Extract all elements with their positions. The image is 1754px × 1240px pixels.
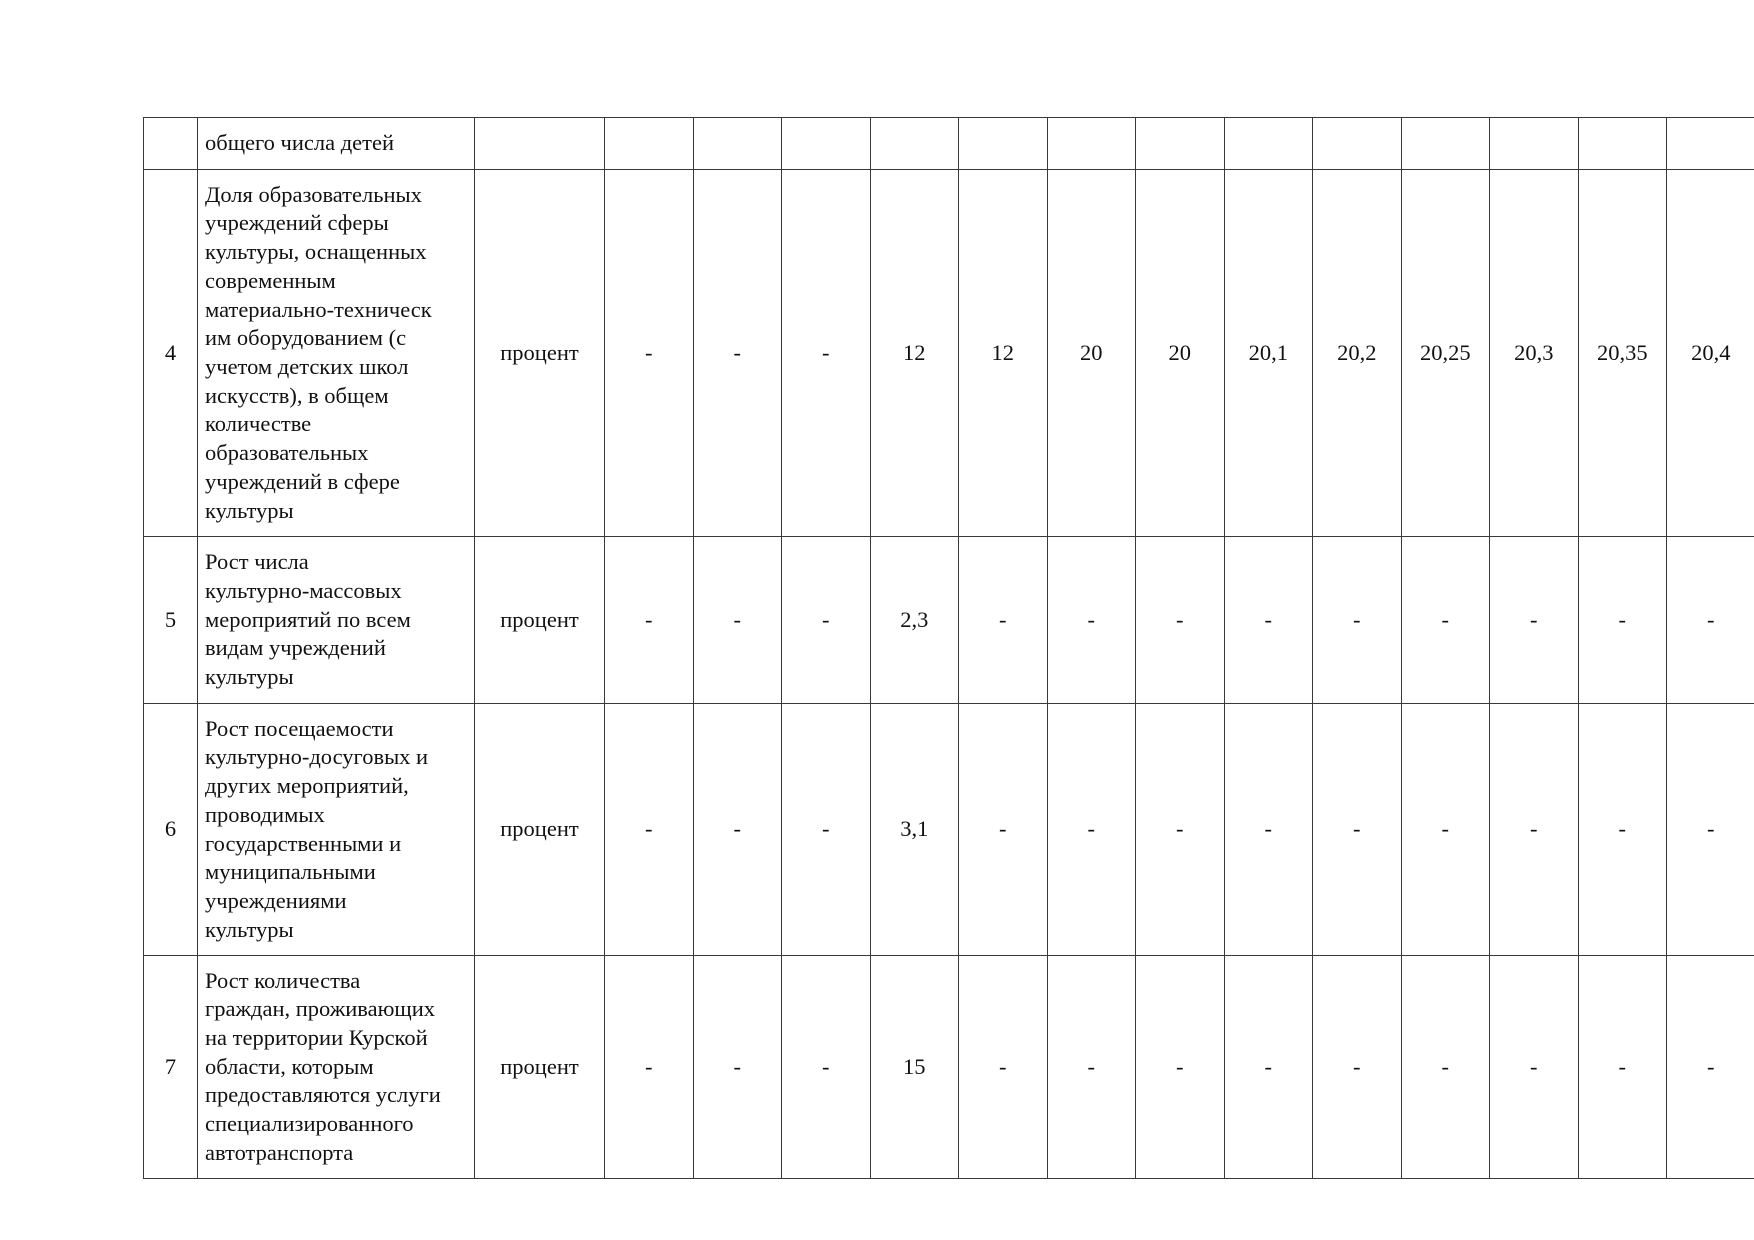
value-cell: -	[1047, 956, 1136, 1179]
unit-cell: процент	[475, 537, 605, 704]
value-cell	[1578, 118, 1667, 170]
description-line: проводимых	[205, 801, 325, 827]
value-cell	[959, 118, 1048, 170]
description-line: количестве	[205, 411, 312, 437]
value-cell: -	[605, 956, 694, 1179]
row-number-cell: 5	[144, 537, 198, 704]
description-line: видам учреждений	[205, 635, 386, 661]
unit-cell: процент	[475, 170, 605, 537]
value-cell	[1401, 118, 1490, 170]
description-line: образовательных	[205, 440, 369, 466]
value-cell: -	[1313, 704, 1402, 956]
value-cell: -	[1047, 704, 1136, 956]
value-cell: -	[693, 170, 782, 537]
description-line: автотранспорта	[205, 1139, 354, 1165]
value-cell: -	[782, 704, 871, 956]
value-cell: 12	[959, 170, 1048, 537]
value-cell	[1136, 118, 1225, 170]
value-cell: -	[1224, 704, 1313, 956]
value-cell: -	[1667, 956, 1754, 1179]
indicator-description-cell	[198, 704, 475, 956]
value-cell: 20	[1136, 170, 1225, 537]
description-line: учреждений сферы	[205, 210, 389, 236]
table-row-continuation	[144, 118, 1754, 170]
value-cell	[1313, 118, 1402, 170]
value-cell	[1047, 118, 1136, 170]
value-cell: -	[1313, 956, 1402, 1179]
value-cell: 20,1	[1224, 170, 1313, 537]
value-cell: -	[1578, 704, 1667, 956]
table-row	[144, 704, 1754, 956]
value-cell: 12	[870, 170, 959, 537]
description-line: Рост количества	[205, 967, 361, 993]
value-cell: -	[1578, 956, 1667, 1179]
value-cell: -	[1313, 537, 1402, 704]
value-cell: -	[693, 704, 782, 956]
value-cell: 20,3	[1490, 170, 1579, 537]
indicator-description-cell	[198, 537, 475, 704]
value-cell: -	[782, 537, 871, 704]
value-cell: -	[1490, 537, 1579, 704]
value-cell: -	[959, 537, 1048, 704]
value-cell: 20,4	[1667, 170, 1754, 537]
value-cell	[1667, 118, 1754, 170]
description-line: специализированного	[205, 1111, 414, 1137]
value-cell: -	[1136, 956, 1225, 1179]
description-line: Рост числа	[205, 549, 309, 575]
value-cell: 20	[1047, 170, 1136, 537]
row-number-cell: 7	[144, 956, 198, 1179]
description-line: учреждениями	[205, 887, 347, 913]
row-number-cell: 4	[144, 170, 198, 537]
description-line: Доля образовательных	[205, 181, 422, 207]
value-cell: -	[1136, 704, 1225, 956]
value-cell: -	[782, 956, 871, 1179]
description-line: культурно-досуговых и	[205, 744, 429, 770]
description-line: культуры	[205, 916, 294, 942]
unit-cell	[475, 118, 605, 170]
indicator-description-cell	[198, 956, 475, 1179]
description-line: культурно-массовых	[205, 577, 402, 603]
value-cell: -	[605, 537, 694, 704]
value-cell: 20,35	[1578, 170, 1667, 537]
value-cell	[605, 118, 694, 170]
description-line: культуры	[205, 497, 294, 523]
indicator-description-cell	[198, 170, 475, 537]
description-line: культуры, оснащенных	[205, 239, 427, 265]
row-number-cell	[144, 118, 198, 170]
description-line: материально-техническ	[205, 296, 432, 322]
table-row	[144, 170, 1754, 537]
description-line: на территории Курской	[205, 1024, 428, 1050]
description-line: муниципальными	[205, 859, 376, 885]
value-cell: 20,25	[1401, 170, 1490, 537]
value-cell: 2,3	[870, 537, 959, 704]
value-cell: -	[1490, 956, 1579, 1179]
value-cell: -	[1401, 537, 1490, 704]
value-cell: -	[1667, 537, 1754, 704]
value-cell: -	[693, 537, 782, 704]
description-line: общего числа детей	[205, 130, 395, 156]
table-row	[144, 537, 1754, 704]
value-cell: -	[959, 956, 1048, 1179]
value-cell	[693, 118, 782, 170]
value-cell: -	[693, 956, 782, 1179]
description-line: культуры	[205, 664, 294, 690]
description-line: граждан, проживающих	[205, 996, 436, 1022]
table-row	[144, 956, 1754, 1179]
description-line: области, которым	[205, 1053, 374, 1079]
value-cell: -	[1401, 956, 1490, 1179]
indicators-table	[143, 117, 1754, 1179]
value-cell: -	[1490, 704, 1579, 956]
description-line: им оборудованием (с	[205, 325, 407, 351]
value-cell: -	[1047, 537, 1136, 704]
value-cell: -	[1401, 704, 1490, 956]
value-cell	[870, 118, 959, 170]
value-cell: -	[782, 170, 871, 537]
value-cell	[1224, 118, 1313, 170]
description-line: Рост посещаемости	[205, 715, 394, 741]
value-cell: 3,1	[870, 704, 959, 956]
value-cell: -	[1578, 537, 1667, 704]
description-line: мероприятий по всем	[205, 606, 411, 632]
value-cell: -	[1224, 956, 1313, 1179]
value-cell: -	[1224, 537, 1313, 704]
value-cell: 15	[870, 956, 959, 1179]
description-line: искусств), в общем	[205, 382, 389, 408]
description-line: учреждений в сфере	[205, 468, 400, 494]
value-cell: 20,2	[1313, 170, 1402, 537]
value-cell: -	[959, 704, 1048, 956]
value-cell	[1490, 118, 1579, 170]
description-line: предоставляются услуги	[205, 1082, 441, 1108]
table-body	[144, 118, 1754, 1179]
unit-cell: процент	[475, 704, 605, 956]
value-cell: -	[1136, 537, 1225, 704]
value-cell: -	[605, 704, 694, 956]
indicator-description-cell	[198, 118, 475, 170]
row-number-cell: 6	[144, 704, 198, 956]
description-line: других мероприятий,	[205, 773, 409, 799]
unit-cell: процент	[475, 956, 605, 1179]
value-cell	[782, 118, 871, 170]
description-line: учетом детских школ	[205, 354, 409, 379]
value-cell: -	[1667, 704, 1754, 956]
description-line: государственными и	[205, 830, 402, 856]
value-cell: -	[605, 170, 694, 537]
description-line: современным	[205, 267, 336, 293]
